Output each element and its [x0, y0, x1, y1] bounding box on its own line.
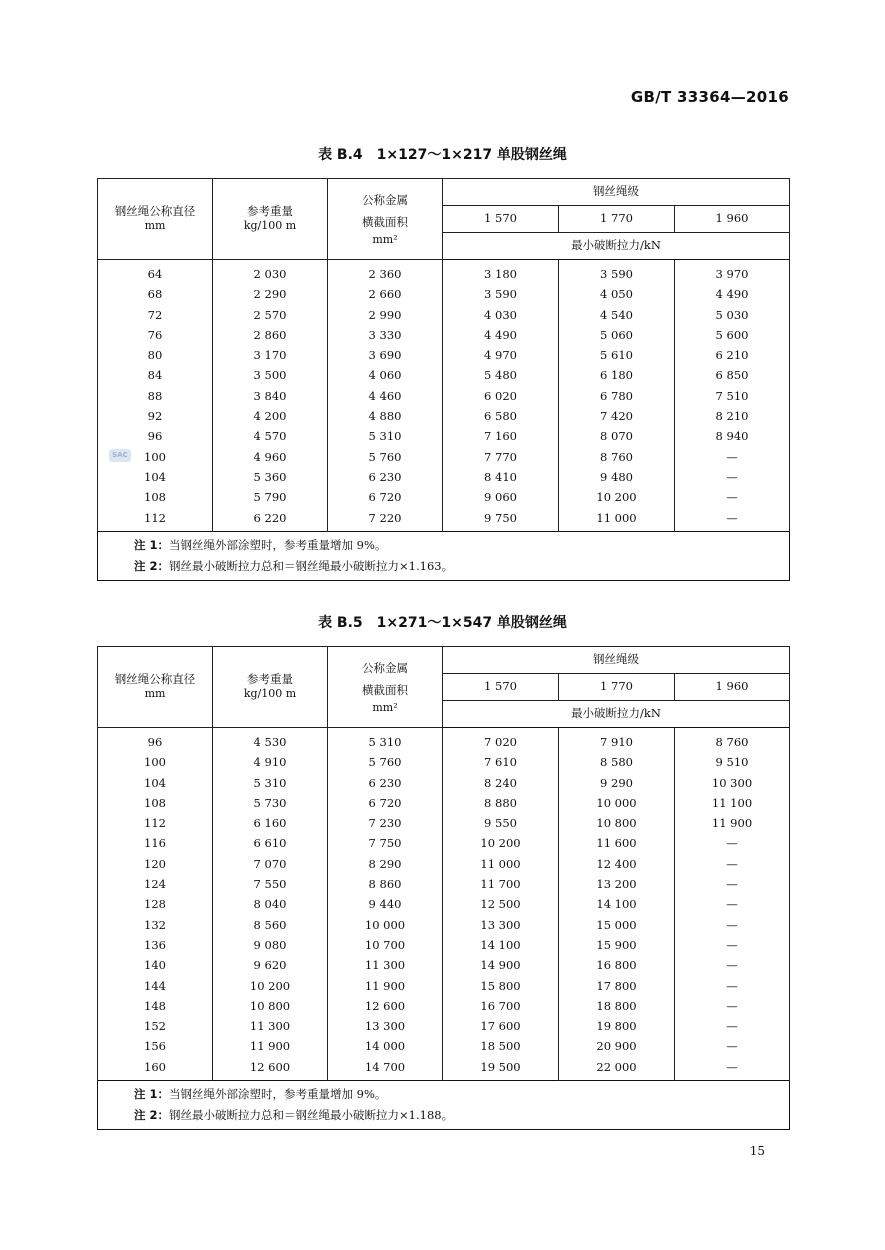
table-cell: 132 — [98, 915, 213, 935]
table-row — [98, 487, 790, 507]
table-cell: 18 800 — [559, 996, 675, 1016]
table-row — [98, 467, 790, 487]
table-cell: 7 610 — [443, 752, 559, 772]
table-cell: 100 — [98, 447, 213, 467]
table-row — [98, 1036, 790, 1056]
table-cell: 11 600 — [559, 833, 675, 853]
table-row — [98, 996, 790, 1016]
table-cell: 88 — [98, 386, 213, 406]
table-cell: 5 760 — [328, 752, 443, 772]
table-cell: 8 580 — [559, 752, 675, 772]
standard-code: GB/T 33364—2016 — [630, 88, 789, 106]
table-cell: 96 — [98, 426, 213, 446]
table-cell: 84 — [98, 365, 213, 385]
table-cell: 4 030 — [443, 305, 559, 325]
table-cell: 3 970 — [675, 260, 790, 285]
table-cell: 5 480 — [443, 365, 559, 385]
table-cell: 2 290 — [213, 284, 328, 304]
table-cell: 10 800 — [213, 996, 328, 1016]
table-cell: 11 000 — [443, 854, 559, 874]
table-cell: 8 880 — [443, 793, 559, 813]
table-cell: 140 — [98, 955, 213, 975]
table-b5-title: 表 B.5 1×271～1×547 单股钢丝绳 — [318, 615, 567, 631]
table-cell: 5 310 — [213, 773, 328, 793]
table-row — [98, 260, 790, 285]
table-cell: 76 — [98, 325, 213, 345]
header-force: 最小破断拉力/kN — [443, 233, 790, 260]
table-row — [98, 833, 790, 853]
table-cell: 5 760 — [328, 447, 443, 467]
table-row — [98, 426, 790, 446]
table-cell: — — [675, 1036, 790, 1056]
header-grade: 钢丝绳级 — [443, 647, 790, 674]
table-cell: 17 800 — [559, 976, 675, 996]
table-cell: 11 300 — [328, 955, 443, 975]
table-cell: 10 000 — [328, 915, 443, 935]
table-cell: 7 070 — [213, 854, 328, 874]
table-row — [98, 915, 790, 935]
table-cell: 3 840 — [213, 386, 328, 406]
table-cell: 4 570 — [213, 426, 328, 446]
table-cell: 4 880 — [328, 406, 443, 426]
header-grade-3: 1 960 — [675, 674, 790, 701]
table-b4 — [97, 178, 790, 581]
header-grade-1: 1 570 — [443, 674, 559, 701]
header-grade: 钢丝绳级 — [443, 179, 790, 206]
table-row — [98, 976, 790, 996]
table-cell: 8 760 — [675, 728, 790, 753]
table-row — [98, 508, 790, 532]
table-cell: 19 800 — [559, 1016, 675, 1036]
table-cell: — — [675, 833, 790, 853]
table-cell: 12 600 — [328, 996, 443, 1016]
table-cell: 4 460 — [328, 386, 443, 406]
table-cell: 2 660 — [328, 284, 443, 304]
table-cell: 5 610 — [559, 345, 675, 365]
table-cell: 9 060 — [443, 487, 559, 507]
table-cell: 7 420 — [559, 406, 675, 426]
note-2: 注 2：钢丝最小破断拉力总和＝钢丝绳最小破断拉力×1.163。 — [134, 558, 454, 573]
table-cell: 3 330 — [328, 325, 443, 345]
table-cell: 2 360 — [328, 260, 443, 285]
table-cell: 7 910 — [559, 728, 675, 753]
table-row — [98, 284, 790, 304]
table-row — [98, 365, 790, 385]
table-cell: 108 — [98, 487, 213, 507]
table-cell: — — [675, 508, 790, 532]
page-number: 15 — [749, 1144, 765, 1158]
table-row — [98, 406, 790, 426]
table-cell: 19 500 — [443, 1057, 559, 1081]
table-cell: 2 570 — [213, 305, 328, 325]
table-cell: 7 750 — [328, 833, 443, 853]
table-cell: 11 900 — [213, 1036, 328, 1056]
table-cell: 2 990 — [328, 305, 443, 325]
table-row — [98, 447, 790, 467]
table-cell: 3 180 — [443, 260, 559, 285]
table-cell: 5 730 — [213, 793, 328, 813]
table-cell: 8 760 — [559, 447, 675, 467]
table-cell: 14 700 — [328, 1057, 443, 1081]
table-cell: 8 070 — [559, 426, 675, 446]
table-cell: 10 200 — [443, 833, 559, 853]
table-cell: 6 610 — [213, 833, 328, 853]
header-area: 公称金属横截面积 mm² — [328, 647, 443, 728]
table-cell: — — [675, 935, 790, 955]
table-cell: 9 750 — [443, 508, 559, 532]
table-cell: 13 200 — [559, 874, 675, 894]
table-row — [98, 955, 790, 975]
table-cell: 3 500 — [213, 365, 328, 385]
table-cell: 7 160 — [443, 426, 559, 446]
table-cell: — — [675, 894, 790, 914]
table-cell: 160 — [98, 1057, 213, 1081]
table-cell: 13 300 — [328, 1016, 443, 1036]
table-cell: 6 230 — [328, 467, 443, 487]
table-row — [98, 793, 790, 813]
table-cell: 4 200 — [213, 406, 328, 426]
table-cell: 108 — [98, 793, 213, 813]
table-row — [98, 386, 790, 406]
table-row — [98, 854, 790, 874]
table-row — [98, 813, 790, 833]
table-cell: — — [675, 1057, 790, 1081]
table-cell: — — [675, 854, 790, 874]
table-cell: 8 560 — [213, 915, 328, 935]
table-cell: 12 400 — [559, 854, 675, 874]
table-cell: 8 240 — [443, 773, 559, 793]
table-b5-body — [98, 728, 790, 1081]
table-cell: 3 590 — [443, 284, 559, 304]
header-area: 公称金属横截面积 mm² — [328, 179, 443, 260]
table-cell: 6 850 — [675, 365, 790, 385]
table-cell: 11 300 — [213, 1016, 328, 1036]
table-cell: 2 860 — [213, 325, 328, 345]
table-cell: 9 510 — [675, 752, 790, 772]
header-weight: 参考重量 kg/100 m — [213, 647, 328, 728]
table-cell: 6 580 — [443, 406, 559, 426]
header-grade-2: 1 770 — [559, 674, 675, 701]
header-grade-2: 1 770 — [559, 206, 675, 233]
table-cell: 92 — [98, 406, 213, 426]
table-cell: 7 770 — [443, 447, 559, 467]
table-cell: 6 230 — [328, 773, 443, 793]
table-cell: 5 310 — [328, 728, 443, 753]
table-cell: 13 300 — [443, 915, 559, 935]
table-cell: 3 690 — [328, 345, 443, 365]
header-weight: 参考重量 kg/100 m — [213, 179, 328, 260]
table-row — [98, 935, 790, 955]
table-cell: 17 600 — [443, 1016, 559, 1036]
table-row — [98, 1016, 790, 1036]
table-cell: 10 200 — [213, 976, 328, 996]
table-cell: 9 080 — [213, 935, 328, 955]
table-cell: 11 900 — [328, 976, 443, 996]
header-force: 最小破断拉力/kN — [443, 701, 790, 728]
table-cell: 3 590 — [559, 260, 675, 285]
table-cell: 11 900 — [675, 813, 790, 833]
table-cell: 6 780 — [559, 386, 675, 406]
table-row — [98, 345, 790, 365]
table-cell: — — [675, 976, 790, 996]
table-cell: — — [675, 955, 790, 975]
table-row — [98, 728, 790, 753]
table-b5 — [97, 646, 790, 1130]
table-cell: 16 700 — [443, 996, 559, 1016]
table-cell: 120 — [98, 854, 213, 874]
table-cell: 96 — [98, 728, 213, 753]
table-cell: 11 100 — [675, 793, 790, 813]
table-cell: 7 230 — [328, 813, 443, 833]
table-cell: 6 180 — [559, 365, 675, 385]
table-cell: 11 700 — [443, 874, 559, 894]
table-cell: — — [675, 467, 790, 487]
table-cell: 14 100 — [443, 935, 559, 955]
table-cell: 104 — [98, 467, 213, 487]
table-cell: 136 — [98, 935, 213, 955]
table-cell: 20 900 — [559, 1036, 675, 1056]
table-row — [98, 874, 790, 894]
table-row — [98, 773, 790, 793]
table-cell: 5 790 — [213, 487, 328, 507]
table-cell: 14 000 — [328, 1036, 443, 1056]
table-cell: 4 050 — [559, 284, 675, 304]
table-cell: 6 210 — [675, 345, 790, 365]
table-cell: 6 160 — [213, 813, 328, 833]
table-cell: 4 960 — [213, 447, 328, 467]
table-cell: 8 210 — [675, 406, 790, 426]
table-cell: 124 — [98, 874, 213, 894]
table-cell: 4 910 — [213, 752, 328, 772]
table-cell: 8 410 — [443, 467, 559, 487]
table-cell: 6 020 — [443, 386, 559, 406]
table-cell: — — [675, 487, 790, 507]
table-cell: 15 800 — [443, 976, 559, 996]
note-1: 注 1：当钢丝绳外部涂塑时，参考重量增加 9%。 — [134, 1087, 387, 1102]
table-cell: 3 170 — [213, 345, 328, 365]
table-cell: 5 030 — [675, 305, 790, 325]
table-cell: 5 600 — [675, 325, 790, 345]
table-cell: 152 — [98, 1016, 213, 1036]
table-cell: 5 310 — [328, 426, 443, 446]
header-diameter: 钢丝绳公称直径 mm — [98, 179, 213, 260]
table-cell: 14 900 — [443, 955, 559, 975]
table-cell: — — [675, 874, 790, 894]
table-cell: 4 970 — [443, 345, 559, 365]
table-cell: 144 — [98, 976, 213, 996]
table-cell: 9 480 — [559, 467, 675, 487]
table-cell: 10 800 — [559, 813, 675, 833]
table-b4-notes — [98, 531, 790, 580]
table-cell: 10 200 — [559, 487, 675, 507]
table-cell: 5 060 — [559, 325, 675, 345]
table-cell: 5 360 — [213, 467, 328, 487]
table-cell: 9 620 — [213, 955, 328, 975]
table-cell: 64 — [98, 260, 213, 285]
table-cell: 7 550 — [213, 874, 328, 894]
table-cell: — — [675, 915, 790, 935]
table-cell: 7 220 — [328, 508, 443, 532]
table-cell: 100 — [98, 752, 213, 772]
table-cell: 4 490 — [675, 284, 790, 304]
table-cell: 12 500 — [443, 894, 559, 914]
table-cell: — — [675, 996, 790, 1016]
table-b4-title: 表 B.4 1×127～1×217 单股钢丝绳 — [318, 147, 567, 163]
table-cell: 8 290 — [328, 854, 443, 874]
table-cell: 9 290 — [559, 773, 675, 793]
table-row — [98, 752, 790, 772]
table-cell: 15 000 — [559, 915, 675, 935]
table-cell: 16 800 — [559, 955, 675, 975]
table-cell: 156 — [98, 1036, 213, 1056]
table-cell: — — [675, 1016, 790, 1036]
table-cell: 10 300 — [675, 773, 790, 793]
table-cell: 80 — [98, 345, 213, 365]
table-cell: — — [675, 447, 790, 467]
table-cell: 68 — [98, 284, 213, 304]
table-cell: 9 440 — [328, 894, 443, 914]
table-cell: 8 860 — [328, 874, 443, 894]
table-cell: 4 530 — [213, 728, 328, 753]
note-1: 注 1：当钢丝绳外部涂塑时，参考重量增加 9%。 — [134, 537, 387, 552]
table-cell: 2 030 — [213, 260, 328, 285]
table-cell: 6 720 — [328, 487, 443, 507]
header-grade-3: 1 960 — [675, 206, 790, 233]
table-cell: 104 — [98, 773, 213, 793]
table-cell: 4 060 — [328, 365, 443, 385]
table-cell: 72 — [98, 305, 213, 325]
watermark-logo: SAC — [109, 449, 131, 462]
table-cell: 12 600 — [213, 1057, 328, 1081]
table-cell: 8 040 — [213, 894, 328, 914]
table-cell: 10 000 — [559, 793, 675, 813]
table-b4-body — [98, 260, 790, 532]
header-diameter: 钢丝绳公称直径 mm — [98, 647, 213, 728]
table-cell: 112 — [98, 508, 213, 532]
table-row — [98, 325, 790, 345]
header-grade-1: 1 570 — [443, 206, 559, 233]
table-cell: 112 — [98, 813, 213, 833]
table-cell: 14 100 — [559, 894, 675, 914]
table-cell: 15 900 — [559, 935, 675, 955]
table-row — [98, 305, 790, 325]
table-cell: 6 720 — [328, 793, 443, 813]
table-cell: 148 — [98, 996, 213, 1016]
table-cell: 11 000 — [559, 508, 675, 532]
table-cell: 7 020 — [443, 728, 559, 753]
table-cell: 18 500 — [443, 1036, 559, 1056]
table-cell: 4 540 — [559, 305, 675, 325]
table-cell: 4 490 — [443, 325, 559, 345]
table-row — [98, 894, 790, 914]
table-cell: 8 940 — [675, 426, 790, 446]
note-2: 注 2：钢丝最小破断拉力总和＝钢丝绳最小破断拉力×1.188。 — [134, 1108, 454, 1123]
table-cell: 10 700 — [328, 935, 443, 955]
table-cell: 6 220 — [213, 508, 328, 532]
table-cell: 116 — [98, 833, 213, 853]
table-row — [98, 1057, 790, 1081]
table-cell: 22 000 — [559, 1057, 675, 1081]
table-cell: 9 550 — [443, 813, 559, 833]
table-cell: 128 — [98, 894, 213, 914]
table-b5-notes — [98, 1081, 790, 1130]
table-cell: 7 510 — [675, 386, 790, 406]
